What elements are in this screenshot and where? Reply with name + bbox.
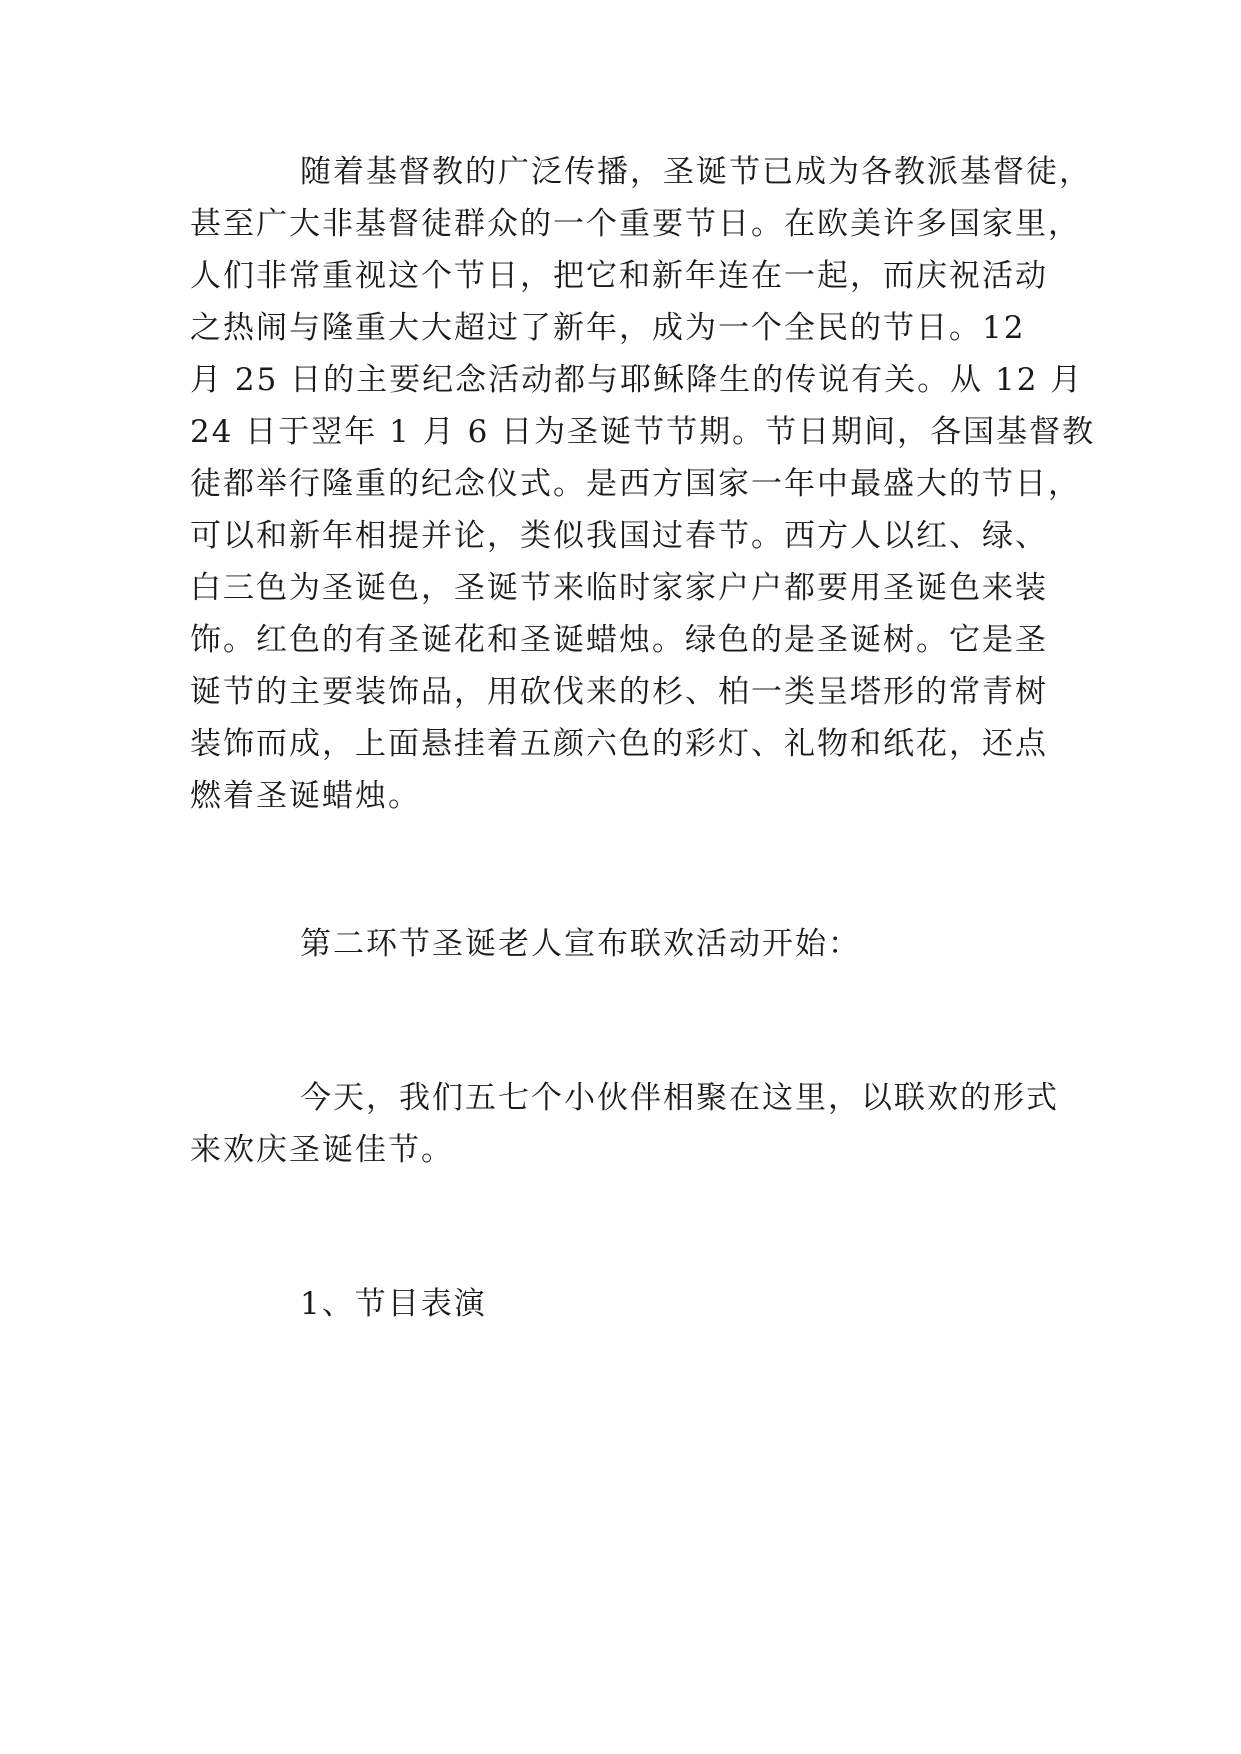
paragraph-line: 第二环节圣诞老人宣布联欢活动开始： bbox=[300, 926, 861, 962]
paragraph-line: 之热闹与隆重大大超过了新年，成为一个全民的节日。12 bbox=[190, 310, 1026, 346]
paragraph-line: 随着基督教的广泛传播，圣诞节已成为各教派基督徒， bbox=[300, 154, 1092, 190]
paragraph-line: 今天，我们五七个小伙伴相聚在这里，以联欢的形式 bbox=[300, 1080, 1059, 1116]
paragraph-line: 燃着圣诞蜡烛。 bbox=[190, 778, 421, 814]
paragraph-line: 24 日于翌年 1 月 6 日为圣诞节节期。节日期间，各国基督教 bbox=[190, 414, 1096, 450]
paragraph-line: 月 25 日的主要纪念活动都与耶稣降生的传说有关。从 12 月 bbox=[190, 362, 1084, 398]
paragraph-line: 装饰而成，上面悬挂着五颜六色的彩灯、礼物和纸花，还点 bbox=[190, 726, 1048, 762]
paragraph-line: 人们非常重视这个节日，把它和新年连在一起，而庆祝活动 bbox=[190, 258, 1048, 294]
paragraph-line: 诞节的主要装饰品，用砍伐来的杉、柏一类呈塔形的常青树 bbox=[190, 674, 1048, 710]
paragraph-line: 甚至广大非基督徒群众的一个重要节日。在欧美许多国家里， bbox=[190, 206, 1081, 242]
paragraph-line: 1、节目表演 bbox=[300, 1286, 487, 1322]
paragraph-line: 来欢庆圣诞佳节。 bbox=[190, 1132, 454, 1168]
paragraph-line: 白三色为圣诞色，圣诞节来临时家家户户都要用圣诞色来装 bbox=[190, 570, 1048, 606]
paragraph-line: 饰。红色的有圣诞花和圣诞蜡烛。绿色的是圣诞树。它是圣 bbox=[190, 622, 1048, 658]
paragraph-line: 可以和新年相提并论，类似我国过春节。西方人以红、绿、 bbox=[190, 518, 1048, 554]
paragraph-line: 徒都举行隆重的纪念仪式。是西方国家一年中最盛大的节日， bbox=[190, 466, 1081, 502]
